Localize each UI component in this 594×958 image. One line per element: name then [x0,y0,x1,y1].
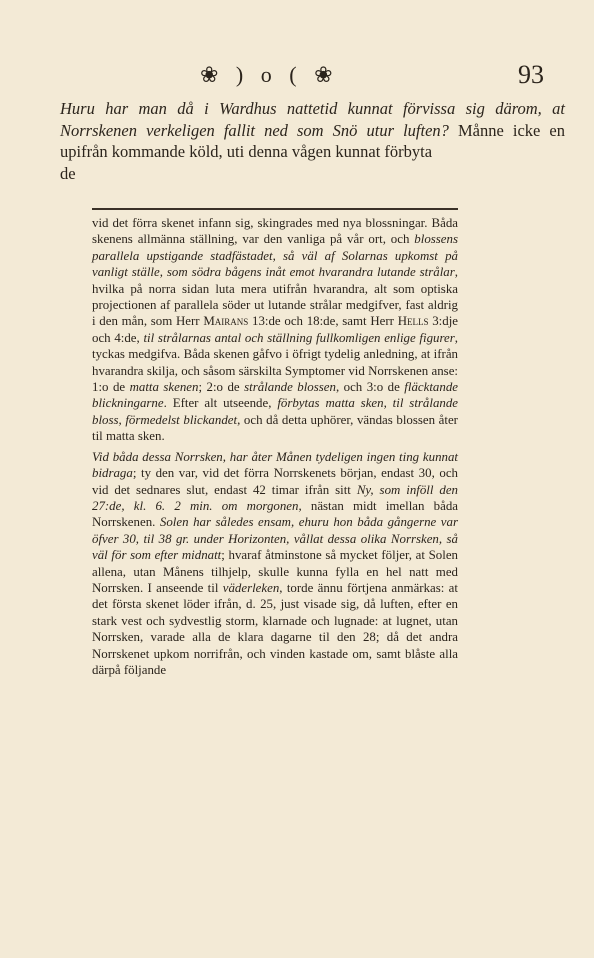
text-run: , hvilka på norra sidan luta mera utifrån hvarandra, alt som optiska projectionen af parallela söder ut lutande strålar medgifver, fast aldrig i den mån, som Herr [92,265,458,329]
text-run: ; ty den var, vid det förra Norrskenets början, endast 30, och vid det sednares slut, endast 42 timar ifrån sitt [92,466,458,497]
italic-question: Huru har man då i Wardhus nattetid kunnat förvissa sig därom, at Norrskenen verkeligen fallit ned som Snö utur luften? [60,99,565,140]
text-run: nästan midt imellan båda Norrskenen. [92,498,459,530]
catchword: de [60,163,76,183]
main-text: Månne icke en upifrån kommande köld, uti denna vågen kunnat förbyta [60,120,566,161]
footnote-divider [92,208,458,210]
header-ornament: ❀ ) o ( ❀ [200,62,339,87]
italic-run: förbytas matta sken, til strålande bloss, förmedelst blickandet [92,396,458,427]
author-name: Mairans [203,314,249,329]
footnote-paragraph-1 [92,215,458,445]
text-run: . Efter alt utseende, [163,396,278,411]
italic-run: strålande blossen [244,380,336,395]
text-run: , torde ännu förtjena anmärkas: at det första skenet löder ifrån, d. 25, just visade sig, då luften, efter en stark vest och sydvestlig storm, klarnade och lugnade: at lugnet, utan Norrsken, varade alla de klara dagarne til den 28; då det andra Norrskenet upkom norrifrån, och vinden kastade om, samt blåste alla därpå följande [92,580,458,677]
italic-run: matta skenen [129,380,199,395]
footnote-paragraph-2 [92,449,458,679]
text-run: , tyckas medgifva. Båda skenen gåfvo i öfrigt tydelig anledning, at ifrån hvarandra skilja, och såsom särskilta Symptomer vid Norrskenen anse: 1:o de [92,330,458,395]
italic-run: fläcktande blickningarne [92,380,458,411]
page-number: 93 [518,60,544,89]
italic-run: Vid båda dessa Norrsken, har åter Månen tydeligen ingen ting kunnat bidraga [92,449,458,481]
italic-run: Solen har således ensam, ehuru hon båda gångerne var öfver 30, til 38 gr. under Horizonten, vållat dessa olika Norrsken, så väl för som efter midnatt [92,515,458,563]
main-text-block [60,98,565,184]
italic-run: väderleken [222,580,280,595]
text-run: , och 3:o de [335,380,405,395]
main-paragraph [60,98,565,163]
text-run: vid det förra skenet infann sig, skingrades med nya blossningar. Båda skenens allmänna ställning, var den vanliga på vår ort, och [92,216,458,247]
italic-run: blossens parallela upstigande stadfästadet, så väl af Solarnas upkomst på vanligt ställe, som södra bågens inåt emot hvarandra lutande strålar [92,232,458,280]
text-run: 13:de och 18:de, samt Herr [248,314,398,329]
italic-run: Ny, som inföll den 27:de, kl. 6. 2 min. om morgonen, [92,482,458,513]
author-name: Hells [397,314,429,329]
text-run: , och då detta uphörer, vändas blossen åter til matta sken. [92,412,458,444]
text-run: ; 2:o de [198,380,245,395]
italic-run: til strålarnas antal och ställning fullkomligen enlige figurer [143,330,455,345]
page-header [60,62,554,92]
text-run: 3:dje och 4:de, [92,314,459,345]
footnote-column [92,215,458,678]
text-run: ; hvaraf åtminstone så mycket följer, at Solen allena, utan Månens tilhjelp, skulle kunna fylla en hel natt med Norrsken. I anseende til [92,548,458,595]
